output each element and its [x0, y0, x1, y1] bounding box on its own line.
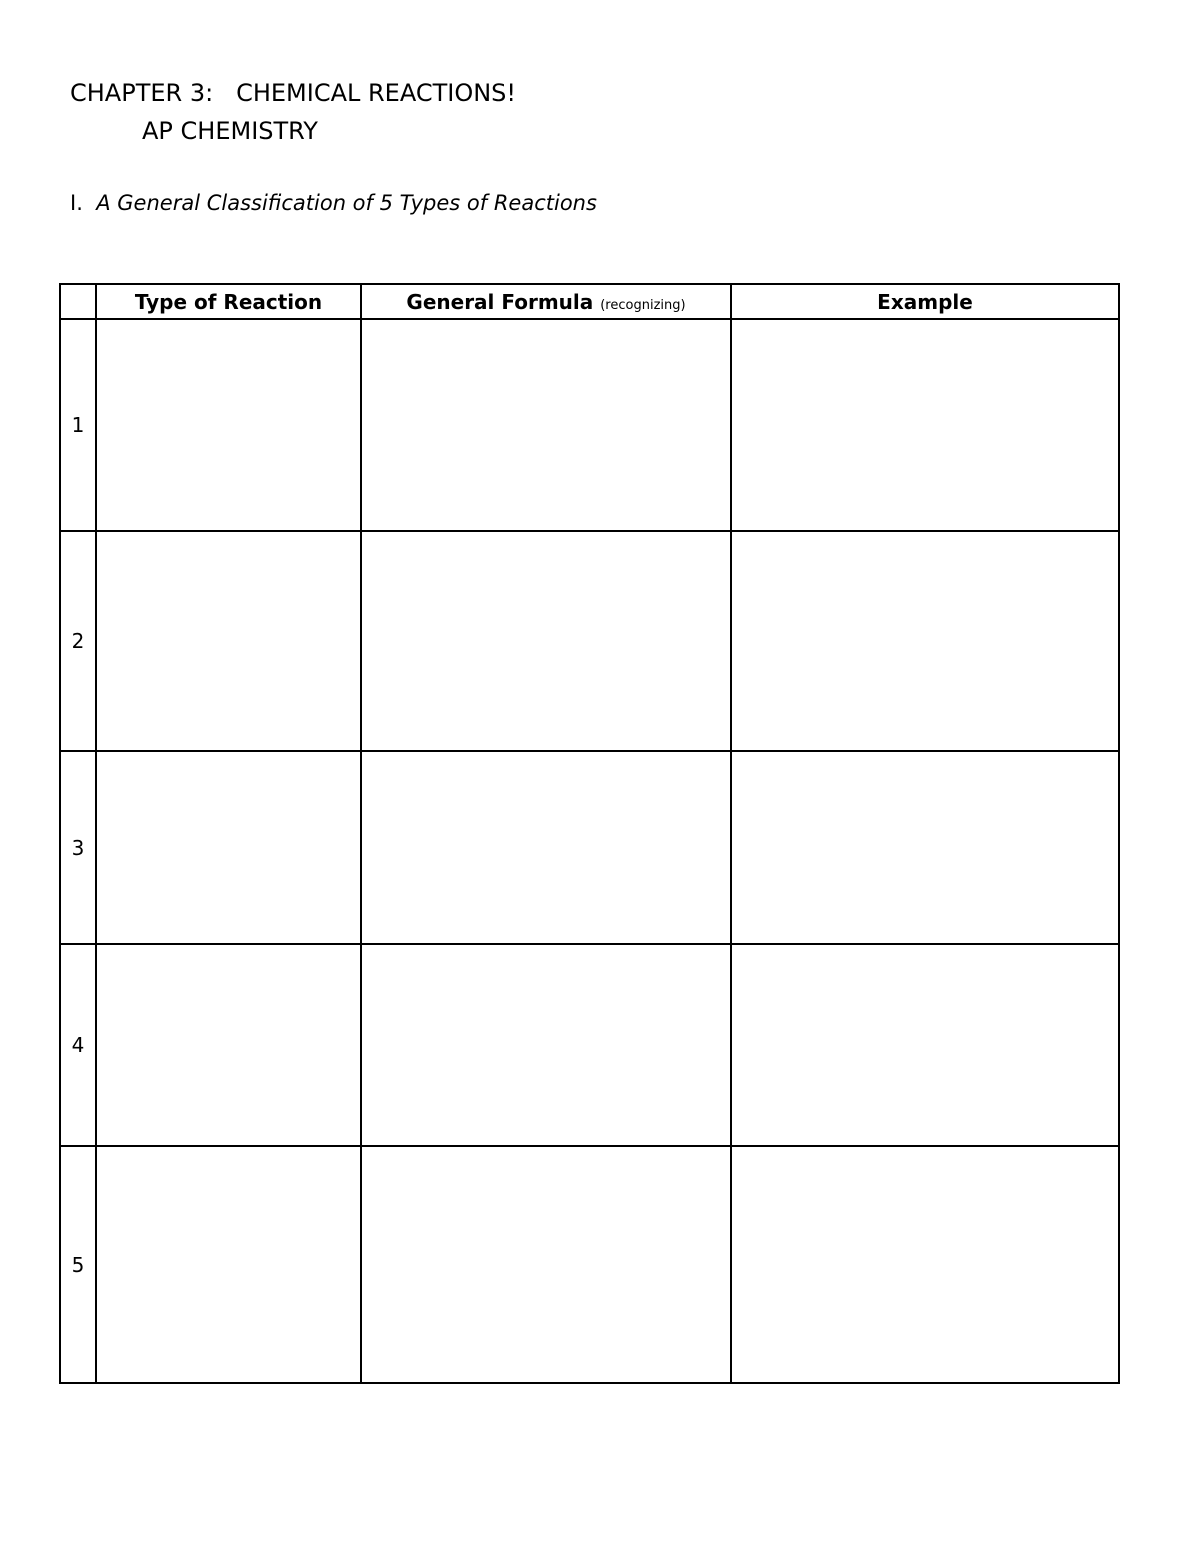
type-cell[interactable]	[96, 751, 361, 944]
row-number: 5	[60, 1146, 96, 1383]
row-number: 4	[60, 944, 96, 1146]
table-row	[60, 319, 1119, 531]
column-header-formula	[361, 284, 731, 319]
column-header-example: Example	[731, 284, 1119, 319]
table-row	[60, 531, 1119, 751]
example-cell[interactable]	[731, 1146, 1119, 1383]
section-heading-text: A General Classification of 5 Types of Reactions	[96, 191, 597, 215]
column-header-formula-note: (recognizing)	[600, 297, 686, 313]
example-cell[interactable]	[731, 531, 1119, 751]
table-row	[60, 1146, 1119, 1383]
row-number: 3	[60, 751, 96, 944]
formula-cell[interactable]	[361, 1146, 731, 1383]
type-cell[interactable]	[96, 1146, 361, 1383]
section-numeral: I.	[70, 191, 83, 215]
column-header-formula-label: General Formula	[406, 289, 594, 314]
table-row	[60, 751, 1119, 944]
column-header-number	[60, 284, 96, 319]
type-cell[interactable]	[96, 944, 361, 1146]
page-subtitle: AP CHEMISTRY	[142, 117, 318, 145]
type-cell[interactable]	[96, 531, 361, 751]
formula-cell[interactable]	[361, 751, 731, 944]
page-title: CHAPTER 3: CHEMICAL REACTIONS!	[70, 79, 517, 107]
formula-cell[interactable]	[361, 319, 731, 531]
row-number: 2	[60, 531, 96, 751]
formula-cell[interactable]	[361, 944, 731, 1146]
row-number: 1	[60, 319, 96, 531]
section-heading	[70, 189, 597, 217]
example-cell[interactable]	[731, 751, 1119, 944]
table-header-row	[60, 284, 1119, 319]
example-cell[interactable]	[731, 319, 1119, 531]
column-header-type: Type of Reaction	[96, 284, 361, 319]
formula-cell[interactable]	[361, 531, 731, 751]
table-row	[60, 944, 1119, 1146]
reactions-table	[59, 283, 1120, 1384]
example-cell[interactable]	[731, 944, 1119, 1146]
type-cell[interactable]	[96, 319, 361, 531]
